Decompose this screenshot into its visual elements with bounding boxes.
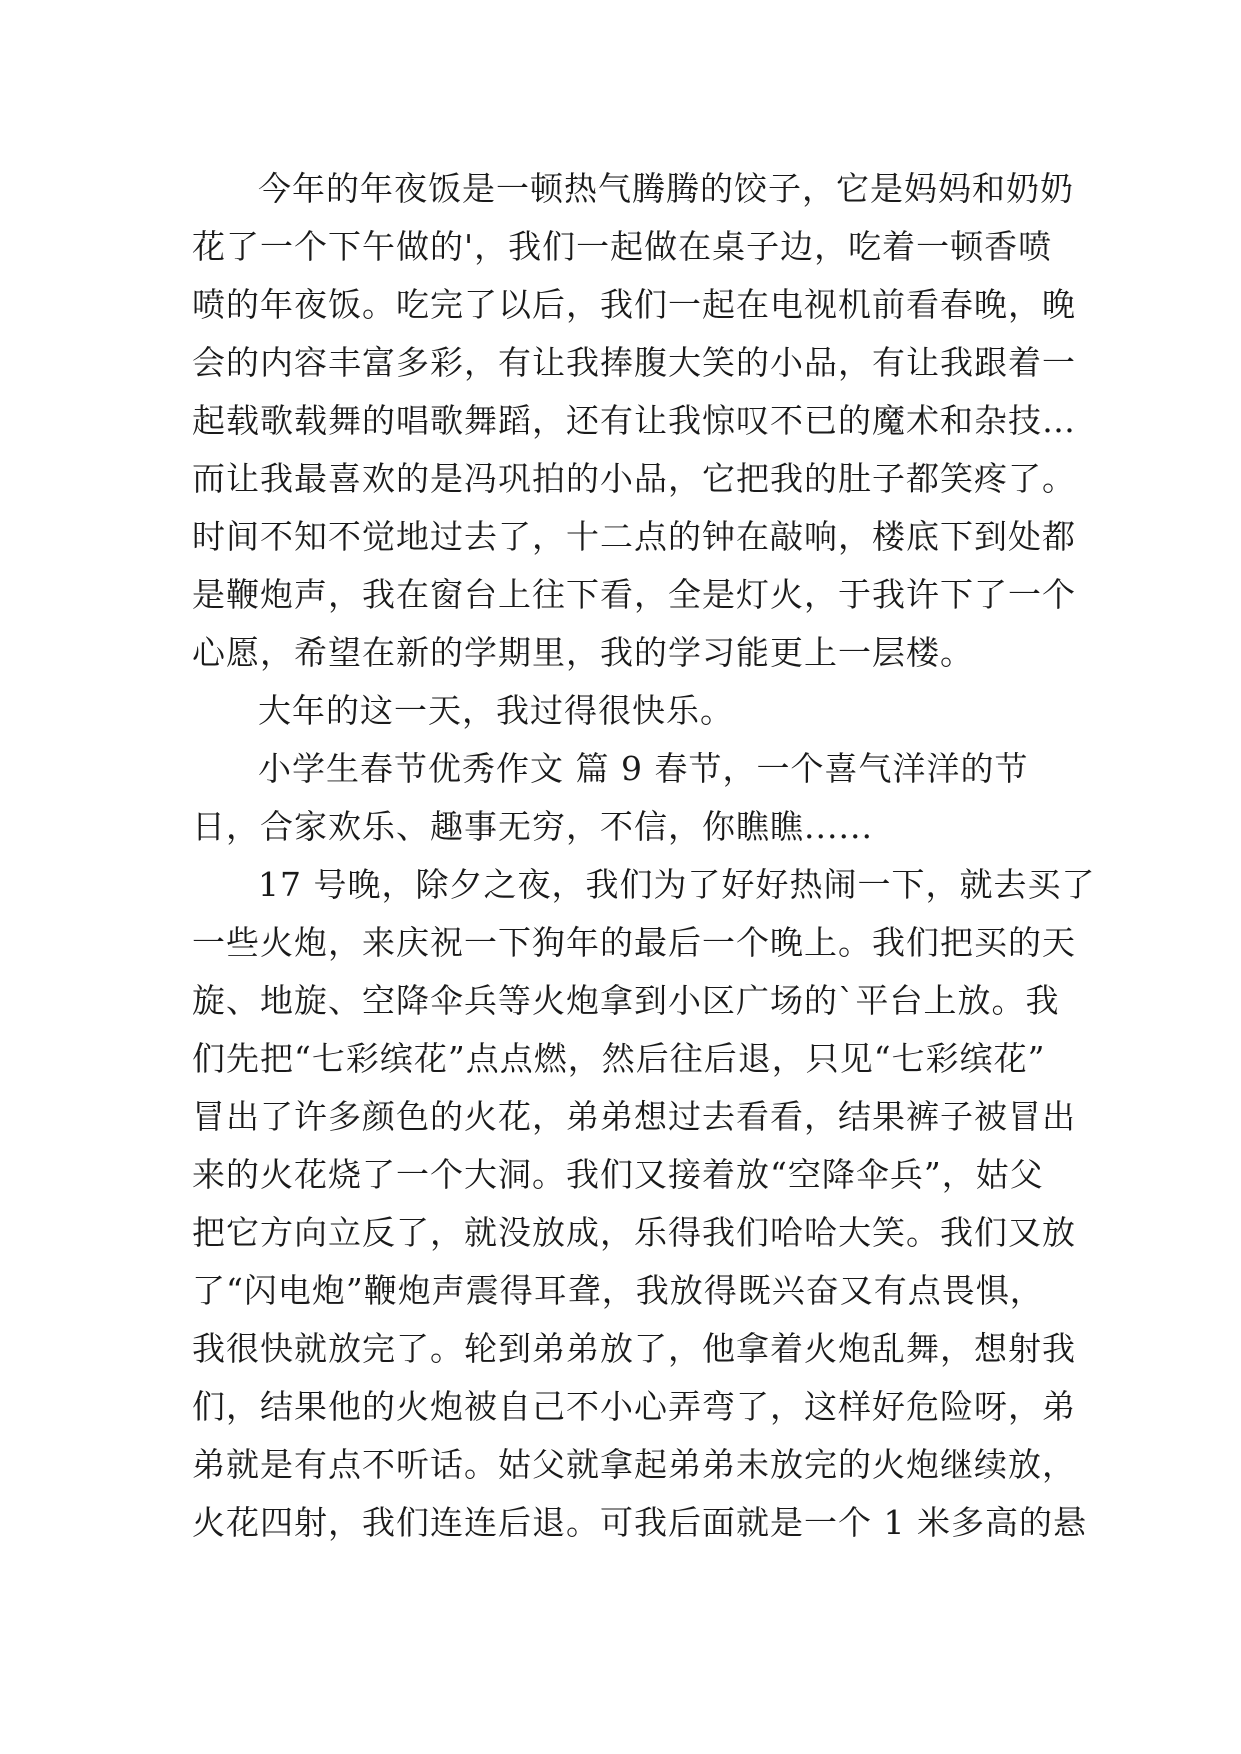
paragraph-line: 来的火花烧了一个大洞。我们又接着放“空降伞兵”，姑父	[192, 1155, 1044, 1194]
paragraph-line: 喷的年夜饭。吃完了以后，我们一起在电视机前看春晚，晚	[192, 285, 1076, 324]
paragraph-line: 17 号晚，除夕之夜，我们为了好好热闹一下，就去买了	[258, 865, 1096, 904]
paragraph-line: 今年的年夜饭是一顿热气腾腾的饺子，它是妈妈和奶奶	[258, 169, 1074, 208]
paragraph-line: 起载歌载舞的唱歌舞蹈，还有让我惊叹不已的魔术和杂技…	[192, 401, 1076, 440]
paragraph-line: 一些火炮，来庆祝一下狗年的最后一个晚上。我们把买的天	[192, 923, 1076, 962]
paragraph-line: 火花四射，我们连连后退。可我后面就是一个 1 米多高的悬	[192, 1503, 1087, 1542]
paragraph-line: 把它方向立反了，就没放成，乐得我们哈哈大笑。我们又放	[192, 1213, 1076, 1252]
paragraph-line: 弟就是有点不听话。姑父就拿起弟弟未放完的火炮继续放，	[192, 1445, 1076, 1484]
paragraph-line: 是鞭炮声，我在窗台上往下看，全是灯火，于我许下了一个	[192, 575, 1076, 614]
paragraph-line: 们先把“七彩缤花”点点燃，然后往后退，只见“七彩缤花”	[192, 1039, 1046, 1078]
paragraph-line: 日，合家欢乐、趣事无穷，不信，你瞧瞧......	[192, 807, 873, 846]
paragraph-line: 时间不知不觉地过去了，十二点的钟在敲响，楼底下到处都	[192, 517, 1076, 556]
paragraph-line: 了“闪电炮”鞭炮声震得耳聋，我放得既兴奋又有点畏惧，	[192, 1271, 1044, 1310]
paragraph-line: 旋、地旋、空降伞兵等火炮拿到小区广场的`平台上放。我	[192, 981, 1060, 1020]
paragraph-line: 花了一个下午做的'，我们一起做在桌子边，吃着一顿香喷	[192, 227, 1053, 266]
paragraph-line: 冒出了许多颜色的火花，弟弟想过去看看，结果裤子被冒出	[192, 1097, 1076, 1136]
paragraph-line: 们，结果他的火炮被自己不小心弄弯了，这样好危险呀，弟	[192, 1387, 1076, 1426]
paragraph-line: 大年的这一天，我过得很快乐。	[258, 691, 734, 730]
paragraph-line: 而让我最喜欢的是冯巩拍的小品，它把我的肚子都笑疼了。	[192, 459, 1076, 498]
paragraph-line: 心愿，希望在新的学期里，我的学习能更上一层楼。	[192, 633, 974, 672]
paragraph-line: 我很快就放完了。轮到弟弟放了，他拿着火炮乱舞，想射我	[192, 1329, 1076, 1368]
section-heading-line: 小学生春节优秀作文 篇 9 春节，一个喜气洋洋的节	[258, 749, 1029, 788]
essay-body	[192, 160, 1096, 1552]
paragraph-line: 会的内容丰富多彩，有让我捧腹大笑的小品，有让我跟着一	[192, 343, 1076, 382]
